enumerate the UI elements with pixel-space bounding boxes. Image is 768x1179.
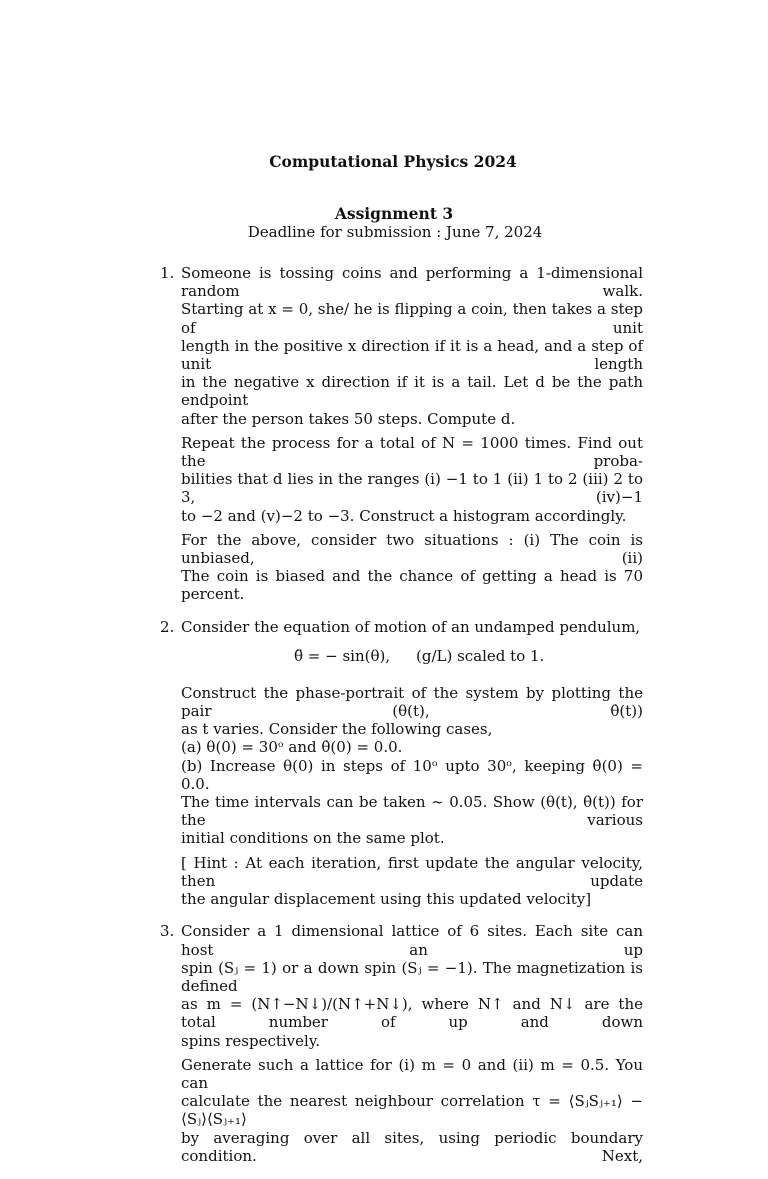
text-line: Consider a 1 dimensional lattice of 6 sites. Each site can host an up — [181, 922, 643, 959]
paragraph — [181, 531, 643, 604]
text-line: length in the positive x direction if it is a head, and a step of unit length — [181, 336, 643, 374]
question-number: 3. — [160, 922, 175, 941]
text-line: in the negative x direction if it is a tail. Let d be the path endpoint — [181, 373, 643, 410]
course-title: Computational Physics 2024 — [269, 152, 517, 171]
text-line: as m = (N↑−N↓)/(N↑+N↓), where N↑ and N↓ are the total number of up and down — [181, 995, 643, 1032]
text-line: [ Hint : At each iteration, first update the angular velocity, then update — [181, 853, 643, 890]
text-line: (b) Increase θ(0) in steps of 10ᵒ upto 30ᵒ, keeping θ̇(0) = 0.0. — [181, 756, 643, 793]
text-line: (a) θ(0) = 30ᵒ and θ̇(0) = 0.0. — [181, 738, 403, 757]
paragraph — [181, 264, 643, 428]
text-line: the angular displacement using this updated velocity] — [181, 890, 592, 909]
question-1 — [160, 264, 643, 604]
text-line: by averaging over all sites, using periodic boundary condition. Next, — [181, 1128, 643, 1165]
text-line: spins respectively. — [181, 1031, 321, 1050]
paragraph — [181, 684, 643, 848]
paragraph — [181, 618, 643, 636]
paragraph — [181, 1056, 643, 1165]
paragraph — [181, 922, 643, 1049]
hint-paragraph — [181, 854, 643, 909]
text-line: Repeat the process for a total of N = 1000 times. Find out the proba- — [181, 433, 643, 471]
text-line: spin (Sⱼ = 1) or a down spin (Sⱼ = −1). The magnetization is defined — [181, 958, 643, 995]
deadline: Deadline for submission : June 7, 2024 — [247, 223, 543, 241]
question-2 — [160, 617, 643, 909]
text-line: after the person takes 50 steps. Compute d. — [181, 409, 516, 428]
text-line: Someone is tossing coins and performing a 1-dimensional random walk. — [181, 264, 643, 301]
question-number: 2. — [160, 617, 175, 636]
text-line: For the above, consider two situations : (i) The coin is unbiased, (ii) — [181, 530, 643, 568]
paragraph — [181, 434, 643, 525]
text-line: Starting at x = 0, she/ he is flipping a coin, then takes a step of unit — [181, 300, 643, 337]
text-line: to −2 and (v)−2 to −3. Construct a histogram accordingly. — [181, 506, 627, 525]
question-3 — [160, 922, 643, 1165]
text-line: Generate such a lattice for (i) m = 0 and (ii) m = 0.5. You can — [181, 1055, 643, 1092]
equation-note: (g/L) scaled to 1. — [416, 646, 545, 665]
pendulum-equation — [181, 642, 643, 678]
equation-lhs: θ̈ = − sin(θ), — [294, 646, 391, 665]
text-line: initial conditions on the same plot. — [181, 829, 445, 848]
assignment-title: Assignment 3 — [334, 204, 454, 223]
text-line: The time intervals can be taken ∼ 0.05. Show (θ(t), θ̇(t)) for the various — [181, 793, 643, 830]
text-line: Consider the equation of motion of an undamped pendulum, — [181, 617, 641, 636]
text-line: Construct the phase-portrait of the system by plotting the pair (θ(t), θ̇(t)) — [181, 683, 643, 721]
question-list — [160, 264, 643, 1179]
text-line: bilities that d lies in the ranges (i) −1 to 1 (ii) 1 to 2 (iii) 2 to 3, (iv)−1 — [181, 470, 643, 507]
question-number: 1. — [160, 264, 175, 282]
text-line: calculate the nearest neighbour correlation τ = ⟨SⱼSⱼ₊₁⟩ − ⟨Sⱼ⟩⟨Sⱼ₊₁⟩ — [181, 1092, 643, 1129]
text-line: The coin is biased and the chance of getting a head is 70 percent. — [181, 567, 643, 604]
text-line: as t varies. Consider the following cases, — [181, 720, 493, 739]
